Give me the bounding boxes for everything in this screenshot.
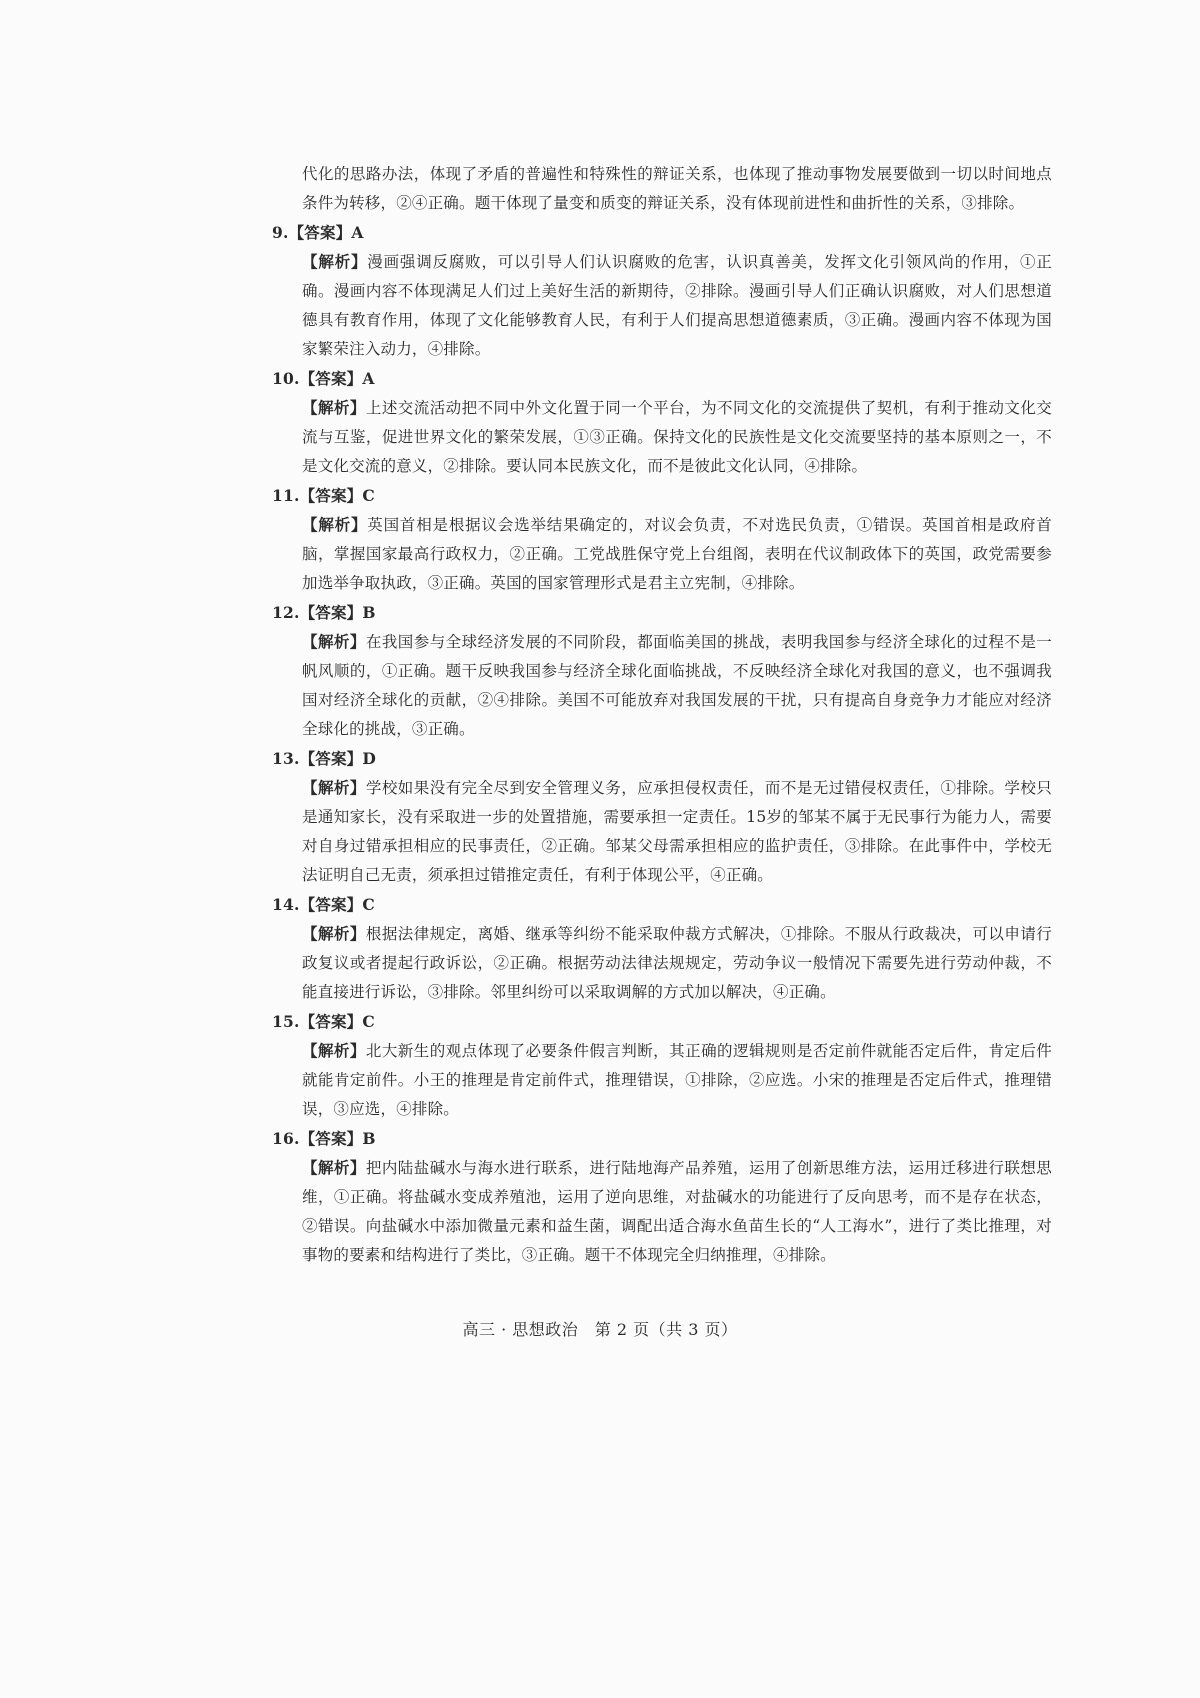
analysis-tag: 【解析】 <box>302 1041 366 1060</box>
analysis-tag: 【解析】 <box>302 252 368 271</box>
answer-item <box>272 890 1052 1007</box>
question-number: 9. <box>272 223 289 242</box>
analysis-tag: 【解析】 <box>302 398 366 417</box>
answer-item <box>272 1124 1052 1270</box>
answer-item <box>272 598 1052 744</box>
analysis-tag: 【解析】 <box>302 632 366 651</box>
answer-item <box>272 481 1052 598</box>
analysis-text: 把内陆盐碱水与海水进行联系，进行陆地海产品养殖，运用了创新思维方法，运用迁移进行联想思维，①正确。将盐碱水变成养殖池，运用了逆向思维，对盐碱水的功能进行了反向思考，而不是存在状态，②错误。向盐碱水中添加微量元素和益生菌，调配出适合海水鱼苗生长的“人工海水”，进行了类比推理，对事物的要素和结构进行了类比，③正确。题干不体现完全归纳推理，④排除。 <box>302 1159 1052 1264</box>
answer-item <box>272 1007 1052 1124</box>
analysis-text: 根据法律规定，离婚、继承等纠纷不能采取仲裁方式解决，①排除。不服从行政裁决，可以申请行政复议或者提起行政诉讼，②正确。根据劳动法律法规规定，劳动争议一般情况下需要先进行劳动仲裁，不能直接进行诉讼，③排除。邻里纠纷可以采取调解的方式加以解决，④正确。 <box>302 925 1052 1001</box>
answer-tag: 【答案】 <box>299 1012 363 1031</box>
answer-item <box>272 364 1052 481</box>
question-number: 11. <box>272 486 300 505</box>
question-number: 16. <box>272 1129 300 1148</box>
analysis-text: 漫画强调反腐败，可以引导人们认识腐败的危害，认识真善美，发挥文化引领风尚的作用，①正确。漫画内容不体现满足人们过上美好生活的新期待，②排除。漫画引导人们正确认识腐败，对人们思想道德具有教育作用，体现了文化能够教育人民，有利于人们提高思想道德素质，③正确。漫画内容不体现为国家繁荣注入动力，④排除。 <box>302 253 1052 358</box>
analysis-text: 在我国参与全球经济发展的不同阶段，都面临美国的挑战，表明我国参与经济全球化的过程不是一帆风顺的，①正确。题干反映我国参与经济全球化面临挑战，不反映经济全球化对我国的意义，也不强调我国对经济全球化的贡献，②④排除。美国不可能放弃对我国发展的干扰，只有提高自身竞争力才能应对经济全球化的挑战，③正确。 <box>302 633 1052 738</box>
answer-tag: 【答案】 <box>299 895 363 914</box>
answer-value: B <box>362 1129 376 1148</box>
answer-value: C <box>362 486 375 505</box>
analysis-tag: 【解析】 <box>302 778 366 797</box>
analysis-tag: 【解析】 <box>302 1158 366 1177</box>
answer-value: C <box>362 1012 375 1031</box>
answer-content <box>272 160 1052 1270</box>
answer-value: B <box>362 603 376 622</box>
answer-tag: 【答案】 <box>299 486 363 505</box>
answer-tag: 【答案】 <box>299 603 363 622</box>
answer-value: A <box>362 369 375 388</box>
analysis-text: 学校如果没有完全尽到安全管理义务，应承担侵权责任，而不是无过错侵权责任，①排除。学校只是通知家长，没有采取进一步的处置措施，需要承担一定责任。15岁的邹某不属于无民事行为能力人，需要对自身过错承担相应的民事责任，②正确。邹某父母需承担相应的监护责任，③排除。在此事件中，学校无法证明自己无责，须承担过错推定责任，有利于体现公平，④正确。 <box>302 779 1052 884</box>
answer-value: A <box>351 223 364 242</box>
analysis-text: 英国首相是根据议会选举结果确定的，对议会负责，不对选民负责，①错误。英国首相是政府首脑，掌握国家最高行政权力，②正确。工党战胜保守党上台组阁，表明在代议制政体下的英国，政党需要参加选举争取执政，③正确。英国的国家管理形式是君主立宪制，④排除。 <box>302 516 1052 592</box>
answer-value: D <box>362 749 377 768</box>
question-number: 13. <box>272 749 300 768</box>
question-number: 12. <box>272 603 300 622</box>
continuation-paragraph: 代化的思路办法，体现了矛盾的普遍性和特殊性的辩证关系，也体现了推动事物发展要做到一切以时间地点条件为转移，②④正确。题干体现了量变和质变的辩证关系，没有体现前进性和曲折性的关系，③排除。 <box>302 165 1052 212</box>
answer-tag: 【答案】 <box>299 1129 363 1148</box>
page-footer: 高三 · 思想政治 第 2 页（共 3 页） <box>462 1320 738 1339</box>
analysis-text: 北大新生的观点体现了必要条件假言判断，其正确的逻辑规则是否定前件就能否定后件，肯定后件就能肯定前件。小王的推理是肯定前件式，推理错误，①排除，②应选。小宋的推理是否定后件式，推理错误，③应选，④排除。 <box>302 1042 1052 1118</box>
answer-value: C <box>362 895 375 914</box>
question-number: 14. <box>272 895 300 914</box>
answer-item <box>272 218 1052 364</box>
analysis-text: 上述交流活动把不同中外文化置于同一个平台，为不同文化的交流提供了契机，有利于推动文化交流与互鉴，促进世界文化的繁荣发展，①③正确。保持文化的民族性是文化交流要坚持的基本原则之一，不是文化交流的意义，②排除。要认同本民族文化，而不是彼此文化认同，④排除。 <box>302 399 1052 475</box>
analysis-tag: 【解析】 <box>302 515 368 534</box>
answer-item <box>272 744 1052 890</box>
question-number: 10. <box>272 369 300 388</box>
answer-tag: 【答案】 <box>288 223 352 242</box>
question-number: 15. <box>272 1012 300 1031</box>
answer-tag: 【答案】 <box>299 749 363 768</box>
analysis-tag: 【解析】 <box>302 924 366 943</box>
answer-tag: 【答案】 <box>299 369 363 388</box>
